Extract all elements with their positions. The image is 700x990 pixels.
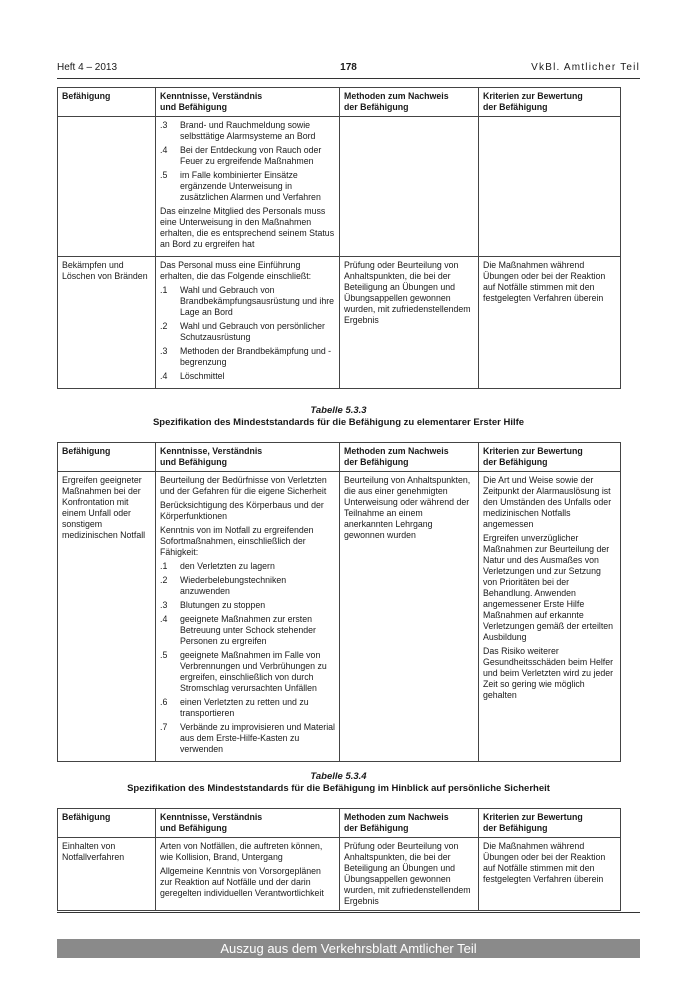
knowledge-paragraph: Das einzelne Mitglied des Personals muss eine Unterweisung in den Maßnahmen erhalten, die es entsprechend seinem Status an Bord zu ergreifen hat [160, 206, 335, 249]
knowledge-paragraph: Berücksichtigung des Körperbaus und der Körperfunktionen [160, 500, 324, 521]
methods-cell [340, 117, 479, 257]
knowledge-intro: Das Personal muss eine Einführung erhalten, die das Folgende einschließt: [160, 260, 312, 281]
list-item: .1 Wahl und Gebrauch von Brandbekämpfungsausrüstung und ihre Lage an Bord [160, 285, 335, 317]
list-item: .2 Wiederbelebungstechniken anzuwenden [160, 575, 287, 596]
table-caption-title: Tabelle 5.3.4 [310, 771, 367, 782]
competence-cell [58, 117, 156, 257]
table-continued [57, 87, 621, 389]
header-competence: Befähigung [58, 88, 156, 117]
competence-cell: Bekämpfen und Löschen von Bränden [58, 257, 156, 389]
list-item: .1 den Verletzten zu lagern [160, 561, 275, 571]
list-item: .3 Blutungen zu stoppen [160, 600, 266, 610]
knowledge-cell [156, 838, 340, 911]
page-number: 178 [340, 62, 357, 73]
header-criteria: Kriterien zur Bewertung der Befähigung [479, 443, 621, 472]
header-rule [57, 78, 640, 79]
list-item: .4 Bei der Entdeckung von Rauch oder Feuer zu ergreifende Maßnahmen [160, 145, 322, 166]
header-knowledge: Kenntnisse, Verständnis und Befähigung [156, 88, 340, 117]
criteria-cell: Die Maßnahmen während Übungen oder bei der Reaktion auf Notfälle stimmen mit den festgelegten Verfahren überein [479, 257, 621, 389]
header-competence: Befähigung [58, 809, 156, 838]
header-methods: Methoden zum Nachweis der Befähigung [340, 443, 479, 472]
table-personal-safety [57, 808, 621, 911]
header-competence: Befähigung [58, 443, 156, 472]
header-methods: Methoden zum Nachweis der Befähigung [340, 88, 479, 117]
table-caption-title: Tabelle 5.3.3 [310, 405, 367, 416]
criteria-paragraph: Das Risiko weiterer Gesundheitsschäden beim Helfer und beim Verletzten wird zu jeder Zeit so gering wie möglich gehalten [483, 646, 614, 700]
header-knowledge: Kenntnisse, Verständnis und Befähigung [156, 443, 340, 472]
header-criteria: Kriterien zur Bewertung der Befähigung [479, 88, 621, 117]
issue-label: Heft 4 – 2013 [57, 62, 118, 73]
table-row [58, 257, 621, 389]
table-row [58, 117, 621, 257]
competence-cell: Ergreifen geeigneter Maßnahmen bei der Konfrontation mit einem Unfall oder sonstigem medizinischen Notfall [58, 472, 156, 762]
table-caption-subtitle: Spezifikation des Mindeststandards für die Befähigung im Hinblick auf persönliche Sicherheit [127, 783, 550, 794]
page-header [57, 62, 640, 78]
publication-title: VkBl. Amtlicher Teil [531, 62, 640, 73]
knowledge-paragraph: Allgemeine Kenntnis von Vorsorgeplänen zur Reaktion auf Notfälle und der darin geregelten individuellen Verantwortlichkeit [160, 866, 324, 898]
methods-cell: Prüfung oder Beurteilung von Anhaltspunkten, die bei der Beteiligung an Übungen und Übungsappellen gewonnen wurden, mit zufriedenstellendem Ergebnis [340, 257, 479, 389]
header-methods: Methoden zum Nachweis der Befähigung [340, 809, 479, 838]
header-knowledge: Kenntnisse, Verständnis und Befähigung [156, 809, 340, 838]
list-item: .5 im Falle kombinierter Einsätze ergänzende Unterweisung in zusätzlichen Alarmen und Verfahren [160, 170, 321, 202]
criteria-cell [479, 472, 621, 762]
list-item: .6 einen Verletzten zu retten und zu transportieren [160, 697, 309, 718]
table-caption [57, 771, 620, 795]
table-first-aid [57, 442, 621, 762]
knowledge-paragraph: Beurteilung der Bedürfnisse von Verletzten und der Gefahren für die eigene Sicherheit [160, 475, 327, 496]
footer-banner: Auszug aus dem Verkehrsblatt Amtlicher Teil [57, 939, 640, 958]
criteria-cell [479, 117, 621, 257]
table-row [58, 472, 621, 762]
list-item: .7 Verbände zu improvisieren und Material aus dem Erste-Hilfe-Kasten zu verwenden [160, 722, 336, 754]
competence-cell: Einhalten von Notfallverfahren [58, 838, 156, 911]
criteria-cell: Die Maßnahmen während Übungen oder bei der Reaktion auf Notfälle stimmen mit den festgelegten Verfahren überein [479, 838, 621, 911]
methods-cell: Beurteilung von Anhaltspunkten, die aus einer genehmigten Unterweisung oder während der Teilnahme an einem anerkannten Lehrgang gewonnen wurden [340, 472, 479, 762]
methods-cell: Prüfung oder Beurteilung von Anhaltspunkten, die bei der Beteiligung an Übungen und Übungsappellen gewonnen wurden, mit zufriedenstellendem Ergebnis [340, 838, 479, 911]
table-row [58, 838, 621, 911]
knowledge-paragraph: Kenntnis von im Notfall zu ergreifenden Sofortmaßnahmen, einschließlich der Fähigkeit: [160, 525, 314, 557]
table-caption [57, 405, 620, 429]
table-caption-subtitle: Spezifikation des Mindeststandards für die Befähigung zu elementarer Erster Hilfe [152, 417, 525, 428]
list-item: .4 geeignete Maßnahmen zur ersten Betreuung unter Schock stehender Personen zu ergreifen [160, 614, 316, 646]
table-header-row [58, 443, 621, 472]
knowledge-cell [156, 117, 340, 257]
footer-rule [57, 912, 640, 913]
knowledge-paragraph: Arten von Notfällen, die auftreten können, wie Kollision, Brand, Untergang [160, 841, 323, 862]
knowledge-cell [156, 472, 340, 762]
list-item: .5 geeignete Maßnahmen im Falle von Verbrennungen und Verbrühungen zu ergreifen, einschließlich von durch Stromschlag verursachten Unfällen [160, 650, 327, 693]
criteria-paragraph: Die Art und Weise sowie der Zeitpunkt der Alarmauslösung ist den Umständen des Unfalls oder medizinischen Notfalls angemessen [483, 475, 612, 529]
list-item: .3 Brand- und Rauchmeldung sowie selbsttätige Alarmsysteme an Bord [160, 120, 316, 141]
list-item: .3 Methoden der Brandbekämpfung und -begrenzung [160, 346, 332, 367]
criteria-paragraph: Ergreifen unverzüglicher Maßnahmen zur Beurteilung der Natur und des Ausmaßes von Verletzungen und zur Setzung von Prioritäten bei der Behandlung. Anwenden angemessener Erste Hilfe Maßnahmen auf erkannte Verletzungen gemäß der erteilten Ausbildung [483, 533, 614, 642]
table-header-row [58, 809, 621, 838]
table-header-row [58, 88, 621, 117]
list-item: .4 Löschmittel [160, 371, 225, 381]
knowledge-cell [156, 257, 340, 389]
header-criteria: Kriterien zur Bewertung der Befähigung [479, 809, 621, 838]
list-item: .2 Wahl und Gebrauch von persönlicher Schutzausrüstung [160, 321, 325, 342]
